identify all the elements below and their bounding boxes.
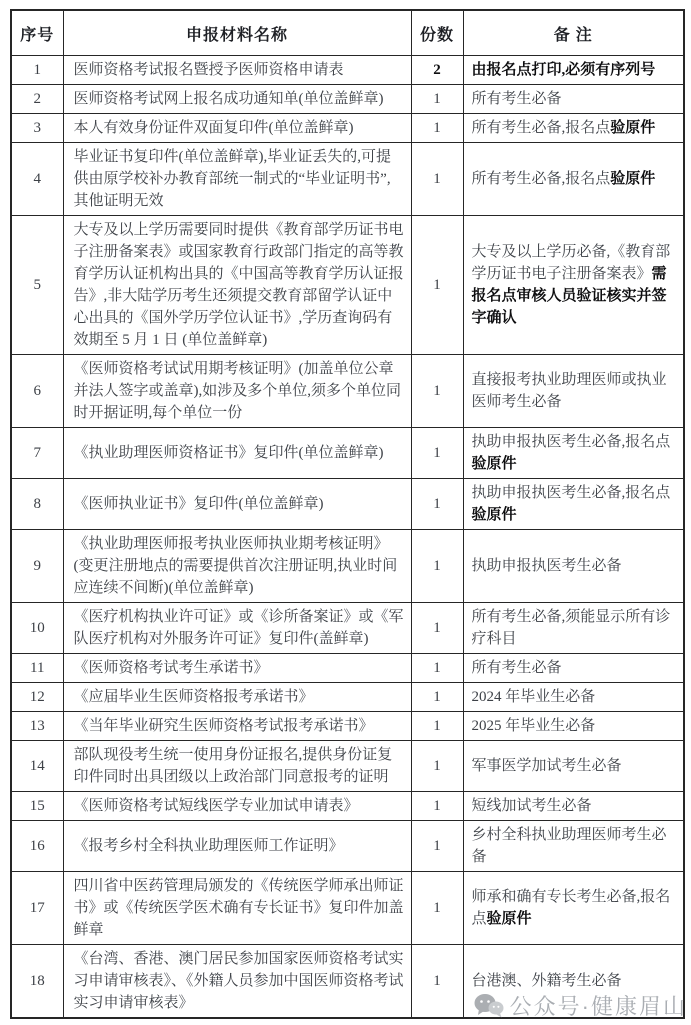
table-row [11, 114, 684, 143]
copies-cell: 1 [411, 872, 463, 945]
remark-cell: 所有考生必备,报名点验原件 [463, 114, 684, 143]
remark-cell: 直接报考执业助理医师或执业医师考生必备 [463, 355, 684, 428]
material-name-cell: 《医师资格考试短线医学专业加试申请表》 [63, 792, 411, 821]
remark-cell: 执助申报执医考生必备,报名点验原件 [463, 479, 684, 530]
row-number-cell: 17 [11, 872, 63, 945]
copies-cell: 1 [411, 683, 463, 712]
table-row [11, 85, 684, 114]
table-row [11, 654, 684, 683]
row-number-cell: 5 [11, 216, 63, 355]
copies-cell: 1 [411, 712, 463, 741]
material-name-cell: 《医师资格考试试用期考核证明》(加盖单位公章并法人签字或盖章),如涉及多个单位,须多个单位同时开据证明,每个单位一份 [63, 355, 411, 428]
material-name-cell: 部队现役考生统一使用身份证报名,提供身份证复印件同时出具团级以上政治部门同意报考的证明 [63, 741, 411, 792]
table-row [11, 530, 684, 603]
row-number-cell: 2 [11, 85, 63, 114]
row-number-cell: 18 [11, 945, 63, 1019]
copies-cell: 1 [411, 945, 463, 1019]
material-name-cell: 大专及以上学历需要同时提供《教育部学历证书电子注册备案表》或国家教育行政部门指定的高等教育学历认证机构出具的《中国高等教育学历认证报告》,非大陆学历考生还须提交教育部留学认证中心出具的《国外学历学位认证书》,学历查询码有效期至 5 月 1 日 (单位盖鲜章) [63, 216, 411, 355]
remark-cell: 大专及以上学历必备,《教育部学历证书电子注册备案表》需报名点审核人员验证核实并签字确认 [463, 216, 684, 355]
row-number-cell: 1 [11, 56, 63, 85]
table-row [11, 712, 684, 741]
material-name-cell: 《医师执业证书》复印件(单位盖鲜章) [63, 479, 411, 530]
copies-cell: 1 [411, 85, 463, 114]
table-row [11, 741, 684, 792]
material-name-cell: 四川省中医药管理局颁发的《传统医学师承出师证书》或《传统医学医术确有专长证书》复印件加盖鲜章 [63, 872, 411, 945]
remark-cell: 执助申报执医考生必备 [463, 530, 684, 603]
table-row [11, 603, 684, 654]
table-row [11, 143, 684, 216]
material-name-cell: 《医师资格考试考生承诺书》 [63, 654, 411, 683]
copies-cell: 1 [411, 530, 463, 603]
remark-cell: 执助申报执医考生必备,报名点验原件 [463, 428, 684, 479]
header-row [11, 10, 684, 56]
col-header-material: 申报材料名称 [63, 10, 411, 56]
material-name-cell: 《报考乡村全科执业助理医师工作证明》 [63, 821, 411, 872]
remark-cell: 由报名点打印,必须有序列号 [463, 56, 684, 85]
remark-cell: 台港澳、外籍考生必备 [463, 945, 684, 1019]
col-header-remark: 备 注 [463, 10, 684, 56]
row-number-cell: 14 [11, 741, 63, 792]
row-number-cell: 6 [11, 355, 63, 428]
row-number-cell: 15 [11, 792, 63, 821]
material-name-cell: 《执业助理医师报考执业医师执业期考核证明》(变更注册地点的需要提供首次注册证明,执业时间应连续不间断)(单位盖鲜章) [63, 530, 411, 603]
copies-cell: 1 [411, 143, 463, 216]
copies-cell: 2 [411, 56, 463, 85]
material-name-cell: 本人有效身份证件双面复印件(单位盖鲜章) [63, 114, 411, 143]
material-name-cell: 《应届毕业生医师资格报考承诺书》 [63, 683, 411, 712]
row-number-cell: 13 [11, 712, 63, 741]
row-number-cell: 8 [11, 479, 63, 530]
table-row [11, 872, 684, 945]
material-name-cell: 《当年毕业研究生医师资格考试报考承诺书》 [63, 712, 411, 741]
material-name-cell: 《医疗机构执业许可证》或《诊所备案证》或《军队医疗机构对外服务许可证》复印件(盖鲜章) [63, 603, 411, 654]
remark-cell: 2025 年毕业生必备 [463, 712, 684, 741]
row-number-cell: 7 [11, 428, 63, 479]
row-number-cell: 11 [11, 654, 63, 683]
copies-cell: 1 [411, 216, 463, 355]
row-number-cell: 9 [11, 530, 63, 603]
row-number-cell: 3 [11, 114, 63, 143]
table-row [11, 428, 684, 479]
col-header-no: 序号 [11, 10, 63, 56]
row-number-cell: 12 [11, 683, 63, 712]
table-row [11, 479, 684, 530]
table-row [11, 945, 684, 1019]
table-row [11, 355, 684, 428]
table-row [11, 216, 684, 355]
material-name-cell: 医师资格考试网上报名成功通知单(单位盖鲜章) [63, 85, 411, 114]
remark-cell: 2024 年毕业生必备 [463, 683, 684, 712]
row-number-cell: 16 [11, 821, 63, 872]
remark-cell: 所有考生必备,须能显示所有诊疗科目 [463, 603, 684, 654]
copies-cell: 1 [411, 654, 463, 683]
remark-cell: 师承和确有专长考生必备,报名点验原件 [463, 872, 684, 945]
remark-cell: 所有考生必备 [463, 85, 684, 114]
copies-cell: 1 [411, 428, 463, 479]
material-name-cell: 医师资格考试报名暨授予医师资格申请表 [63, 56, 411, 85]
col-header-copies: 份数 [411, 10, 463, 56]
copies-cell: 1 [411, 479, 463, 530]
row-number-cell: 4 [11, 143, 63, 216]
materials-table [10, 9, 685, 1019]
table-body [11, 56, 684, 1019]
remark-cell: 短线加试考生必备 [463, 792, 684, 821]
remark-cell: 所有考生必备 [463, 654, 684, 683]
table-row [11, 56, 684, 85]
copies-cell: 1 [411, 603, 463, 654]
table-row [11, 792, 684, 821]
table-row [11, 683, 684, 712]
table-row [11, 821, 684, 872]
remark-cell: 军事医学加试考生必备 [463, 741, 684, 792]
copies-cell: 1 [411, 355, 463, 428]
copies-cell: 1 [411, 792, 463, 821]
remark-cell: 所有考生必备,报名点验原件 [463, 143, 684, 216]
remark-cell: 乡村全科执业助理医师考生必备 [463, 821, 684, 872]
material-name-cell: 《台湾、香港、澳门居民参加国家医师资格考试实习申请审核表》、《外籍人员参加中国医师资格考试实习申请审核表》 [63, 945, 411, 1019]
material-name-cell: 《执业助理医师资格证书》复印件(单位盖鲜章) [63, 428, 411, 479]
material-name-cell: 毕业证书复印件(单位盖鲜章),毕业证丢失的,可提供由原学校补办教育部统一制式的“毕业证明书”,其他证明无效 [63, 143, 411, 216]
row-number-cell: 10 [11, 603, 63, 654]
copies-cell: 1 [411, 741, 463, 792]
watermark-text: 公众号·健康眉山 [509, 994, 687, 1019]
copies-cell: 1 [411, 821, 463, 872]
copies-cell: 1 [411, 114, 463, 143]
